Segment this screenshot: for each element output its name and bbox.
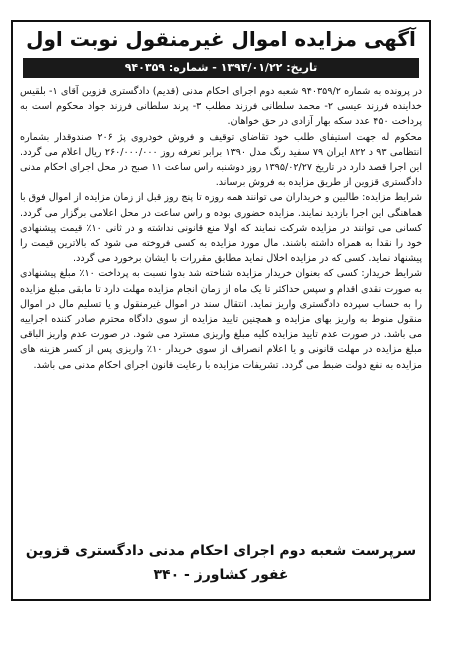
notice-body (20, 84, 422, 373)
paragraph-buyer-terms: شرایط خریدار: کسی که بعنوان خریدار مزایده شناخته شد بدوا نسبت به پرداخت ۱۰٪ مبلغ پیشنهادی به صورت نقدی اقدام و سپس حداکثر تا یک ماه از زمان انجام مزایده مهلت دارد تا مابقی مبلغ مزایده را به حساب سپرده دادگستری واریز نماید. انتقال سند در اموال غیرمنقول و یا تسلیم مال در اموال منقول منوط به واریز بهای مزایده و همچنین تایید مزایده از سوی دادگاه محترم صادر کننده اجراییه می باشد. در صورت عدم تایید مزایده کلیه مبلغ واریزی مسترد می شود. در صورت عدم واریز الباقی مبلغ مزایده در مهلت قانونی و یا اعلام انصراف از سوی خریدار ۱۰٪ واریزی پس از کسر هزینه های مزایده به نفع دولت ضبط می گردد. تشریفات مزایده با رعایت قانون اجرای احکام مدنی می باشد. (20, 268, 422, 371)
signature-title: سرپرست شعبه دوم اجرای احکام مدنی دادگستری قزوین (25, 543, 417, 559)
signature-name: غفور کشاورز - ۳۴۰ (153, 567, 289, 583)
date-number-bar: تاریخ: ۱۳۹۴/۰۱/۲۲ - شماره: ۹۴۰۳۵۹ (23, 58, 419, 78)
notice-title: آگهی مزایده اموال غیرمنقول نوبت اول (26, 27, 416, 51)
paragraph-auction-terms: شرایط مزایده: طالبین و خریداران می توانند همه روزه تا پنج روز قبل از زمان مزایده از اموال فوق با هماهنگی این اجرا بازدید نمایند. مزایده حضوری بوده و راس ساعت در محل اعلامی برگزار می گردد. کسانی می توانند در مزایده شرکت نمایند که اولا منع قانونی نداشته و در ثانی ۱۰٪ قیمت پیشنهادی خود را نقدا به همراه داشته باشند. مال مورد مزایده به کسی فروخته می شود که بالاترین قیمت را پیشنهاد نماید. کسی که در مزایده اخلال نماید مطابق مقررات با ایشان برخورد می گردد. (20, 192, 422, 265)
paragraph-vehicle: محکوم له جهت استیفای طلب خود تقاضای توقیف و فروش خودروی پژ ۲۰۶ صندوقدار بشماره انتظامی ۹۳ د ۸۲۲ ایران ۷۹ سفید رنگ مدل ۱۳۹۰ برابر تعرفه روز ۲۶۰/۰۰۰/۰۰۰ ریال اعلام می گردد. این اجرا قصد دارد در تاریخ ۱۳۹۵/۰۲/۲۷ روز دوشنبه راس ساعت ۱۱ صبح در محل اجرای احکام مدنی دادگستری قزوین از طریق مزایده به فروش برساند. (20, 131, 423, 189)
notice-frame (11, 20, 431, 601)
paragraph-case: در پرونده به شماره ۹۴۰۳۵۹/۲ شعبه دوم اجرای احکام مدنی (قدیم) دادگستری قزوین آقای ۱- بلقیس خداینده فرزند عیسی ۲- محمد سلطانی فرزند مطلب ۳- پرند سلطانی فرزند جواد محکوم است به پرداخت ۴۵۰ عدد سکه بهار آزادی در حق خواهان. (20, 86, 423, 128)
